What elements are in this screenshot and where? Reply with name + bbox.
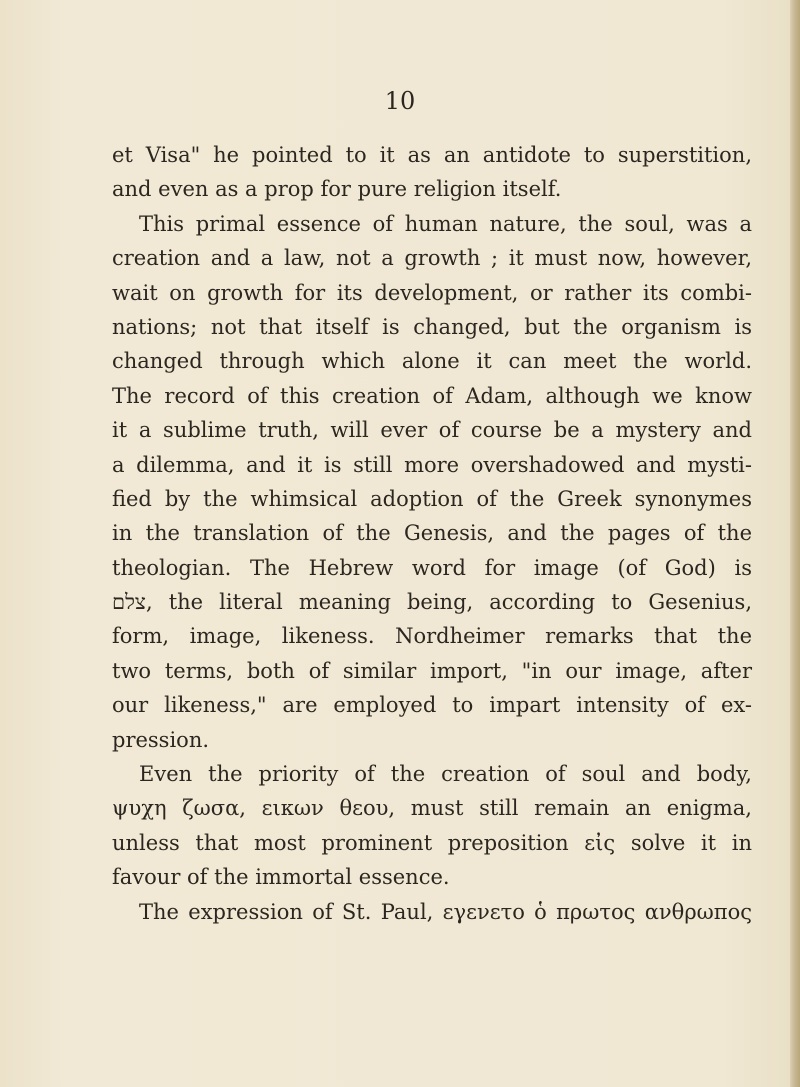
text-line: unless that most prominent preposition εἰς solve it in [112, 830, 752, 855]
text-line: Even the priority of the creation of soul and body, [139, 762, 752, 787]
text-line: nations; not that itself is changed, but the organism is [112, 314, 752, 339]
text-line: et Visa" he pointed to it as an antidote to superstition, [112, 143, 752, 167]
text-line: changed through which alone it can meet the world. [112, 349, 752, 374]
text-line: pression. [112, 727, 210, 752]
text-line: and even as a prop for pure religion itself. [112, 177, 562, 202]
text-line: The expression of St. Paul, εγενετο ὁ πρωτος ανθρωπος [139, 899, 752, 924]
text-line: fied by the whimsical adoption of the Greek synonymes [112, 486, 752, 511]
text-line: creation and a law, not a growth ; it must now, however, [112, 246, 752, 271]
text-line: The record of this creation of Adam, although we know [112, 383, 752, 408]
body-text [112, 138, 752, 929]
text-line: ψυχη ζωσα, εικων θεου, must still remain an enigma, [112, 796, 752, 821]
text-line: our likeness," are employed to impart intensity of ex- [112, 693, 752, 718]
page-number: 10 [384, 87, 416, 115]
text-line: theologian. The Hebrew word for image (of God) is [112, 555, 752, 580]
text-line: form, image, likeness. Nordheimer remarks that the [112, 624, 752, 649]
text-line: it a sublime truth, will ever of course be a mystery and [112, 418, 752, 443]
text-line: This primal essence of human nature, the soul, was a [139, 211, 752, 236]
text-line: in the translation of the Genesis, and the pages of the [112, 521, 752, 546]
text-line: a dilemma, and it is still more overshadowed and mysti- [112, 452, 752, 477]
text-line: wait on growth for its development, or rather its combi- [112, 280, 752, 305]
page-edge [790, 0, 800, 1087]
text-line: two terms, both of similar import, "in our image, after [112, 658, 752, 683]
text-line: favour of the immortal essence. [112, 865, 450, 890]
text-line: צלם, the literal meaning being, according to Gesenius, [112, 590, 752, 615]
